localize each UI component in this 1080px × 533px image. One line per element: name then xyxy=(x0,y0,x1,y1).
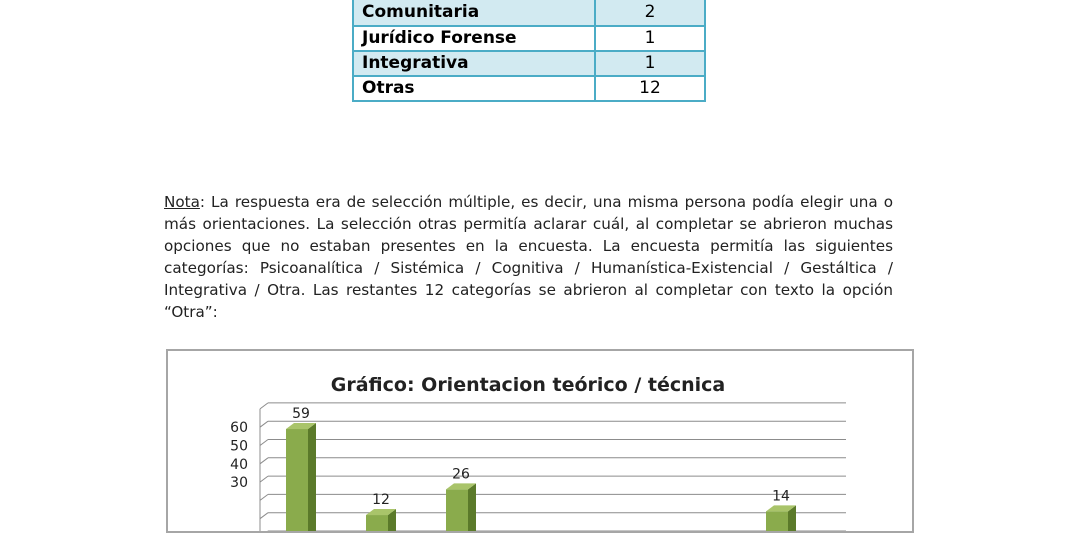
count-cell: 12 xyxy=(595,76,705,101)
gridline-diagonal xyxy=(260,458,268,464)
y-axis-ticks xyxy=(230,420,248,491)
bar-side xyxy=(468,483,476,531)
chart-title: Gráfico: Orientacion teórico / técnica xyxy=(330,374,726,396)
category-cell: Jurídico Forense xyxy=(353,26,595,51)
note-paragraph xyxy=(164,191,893,323)
count-cell: 1 xyxy=(595,26,705,51)
bar xyxy=(366,515,388,531)
data-label: 12 xyxy=(372,492,390,509)
category-cell: Integrativa xyxy=(353,51,595,76)
category-cell: Comunitaria xyxy=(353,0,595,26)
chart-container xyxy=(166,349,914,533)
y-tick-label: 60 xyxy=(230,420,248,437)
data-label: 26 xyxy=(452,466,470,483)
count-cell: 1 xyxy=(595,51,705,76)
note-text: : La respuesta era de selección múltiple, es decir, una misma persona podía elegir una o más orientaciones. La selección otras permitía aclarar cuál, al completar se abrieron muchas opciones que no estaban presentes en la encuesta. La encuesta permitía las siguientes categorías: Psicoanalítica / Sistémica / Cognitiva / Humanística-Existencial / Gestáltica / Integrativa / Otra. Las restantes 12 categorías se abrieron al completar con texto la opción “Otra”: xyxy=(164,193,893,322)
category-cell: Otras xyxy=(353,76,595,101)
gridline-diagonal xyxy=(260,440,268,446)
orientation-table xyxy=(352,0,706,102)
table-row xyxy=(353,76,705,101)
bar-side xyxy=(308,423,316,531)
y-tick-label: 50 xyxy=(230,438,248,455)
chart-grid xyxy=(260,403,846,531)
bar xyxy=(446,489,468,531)
gridline-diagonal xyxy=(260,421,268,427)
bar-chart xyxy=(168,351,912,531)
y-tick-label: 40 xyxy=(230,456,248,473)
bar xyxy=(766,511,788,531)
data-label: 59 xyxy=(292,406,310,423)
table-row xyxy=(353,51,705,76)
table-row xyxy=(353,26,705,51)
gridline-diagonal xyxy=(260,513,268,519)
gridline-diagonal xyxy=(260,403,268,409)
count-cell: 2 xyxy=(595,0,705,26)
table-row xyxy=(353,0,705,26)
y-tick-label: 30 xyxy=(230,475,248,492)
data-label: 14 xyxy=(772,488,790,505)
gridline-diagonal xyxy=(260,476,268,482)
bar xyxy=(286,429,308,531)
note-label: Nota xyxy=(164,193,200,212)
